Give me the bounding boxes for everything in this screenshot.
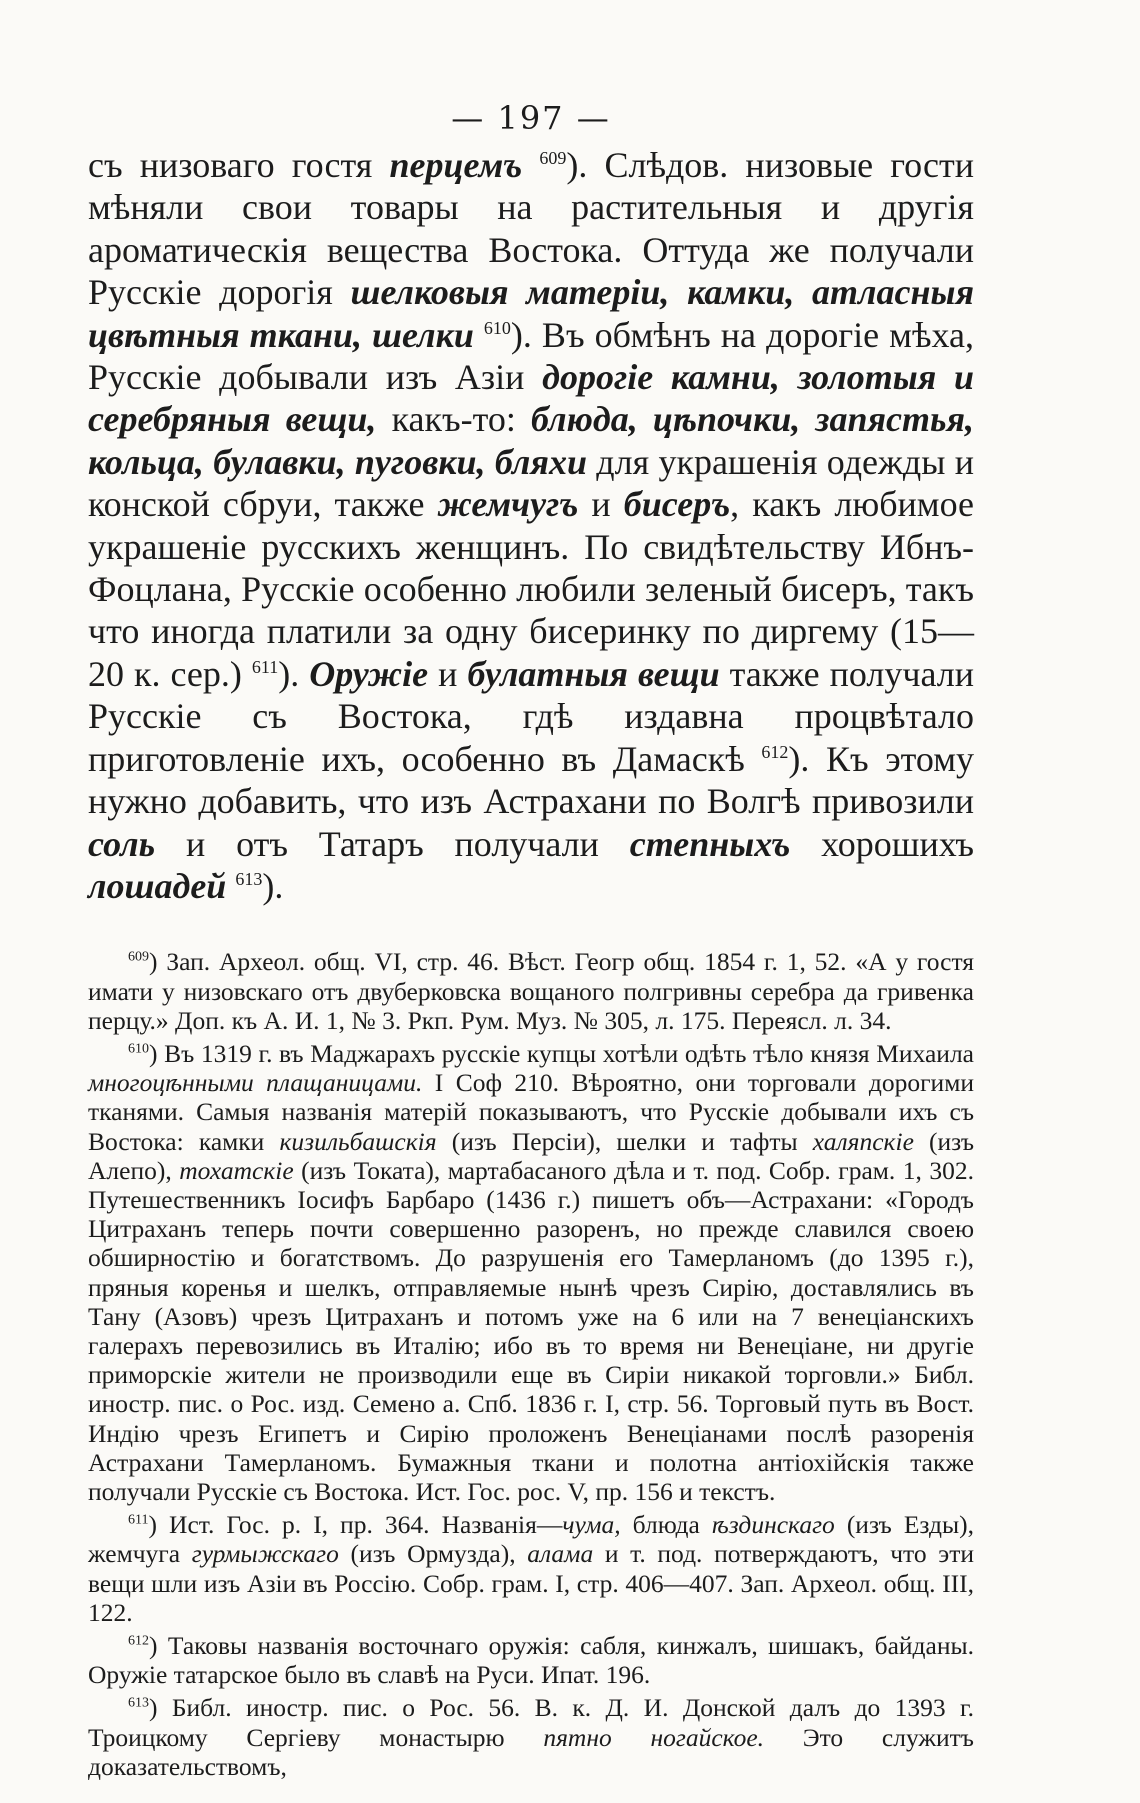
footnote-text: ) Въ 1319 г. въ Маджарахъ русскіе купцы хотѣли одѣть тѣло князя Михаила (149, 1038, 974, 1068)
footnote-ref: 611 (251, 656, 279, 677)
footnote-italic: халяпскіе (812, 1126, 914, 1156)
text-run: также получали Русскіе съ Востока, гдѣ издавна процвѣтало приготовленіе ихъ, особенно въ Дамаскѣ (88, 653, 975, 779)
footnote-ref: 613 (235, 868, 263, 889)
footnote-italic: тохатскіе (179, 1155, 294, 1185)
text-run: для украшенія одежды и конской сбруи, также (88, 441, 975, 525)
footnote-italic: чума, (562, 1510, 621, 1540)
italic-term: шелковыя матеріи, камки, атласныя цвѣтныя ткани, шелки (88, 272, 974, 355)
italic-term: степныхъ (629, 823, 791, 864)
footnote-text: (изъ Алепо), (88, 1126, 975, 1185)
text-run: съ низоваго гостя (88, 145, 390, 185)
footnote-italic: гурмыжскаго (191, 1539, 339, 1569)
text-run: , какъ любимое украшеніе русскихъ женщинъ. По свидѣтельству Ибнъ-Фоцлана, Русскіе особенно любили зеленый бисеръ, такъ что иногда платили за одну бисеринку по диргему (15—20 к. сер.) (88, 484, 974, 694)
text-run: хорошихъ (790, 823, 974, 864)
text-run: и отъ Татаръ получали (155, 823, 630, 864)
page-number: — 197 — (451, 99, 611, 137)
footnote-text: (изъ Персіи), шелки и тафты (436, 1126, 813, 1156)
text-run: ). Слѣдов. низовые гости мѣняли свои товары на растительныя и другія ароматическія вещества Востока. Оттуда же получали Русскіе дорогія (88, 145, 975, 313)
footnote-ref: 609 (539, 148, 567, 168)
footnote-italic: многоцѣнными плащаницами. (88, 1068, 423, 1098)
text-run: и (428, 653, 468, 694)
text-run: ). Къ этому нужно добавить, что изъ Астрахани по Волгѣ привозили (88, 738, 974, 822)
italic-term: Оружіе (309, 653, 429, 694)
footnote-number: 612 (128, 1633, 150, 1649)
footnote-italic: алама (527, 1539, 594, 1569)
footnote-italic: кизильбашскія (279, 1126, 437, 1156)
footnote-text: I Соф 210. Вѣроятно, они торговали дорогими тканями. Самыя названія матерій показываютъ, что Русскіе добывали ихъ съ Востока: камки (88, 1068, 974, 1156)
footnote-610 (88, 1039, 974, 1506)
footnote-number: 611 (128, 1512, 149, 1528)
footnote-italic: ѣздинскаго (711, 1510, 835, 1540)
italic-term: булатныя вещи (467, 653, 720, 694)
footnote-text: (изъ Токата), мартабасаного дѣла и т. под. Собр. грам. 1, 302. Путешественникъ Іосифъ Барбаро (1436 г.) пишетъ объ—Астрахани: «Городъ Цитраханъ теперь почти совершенно разоренъ, но прежде славился своею обширностію и богатствомъ. До разрушенія его Тамерланомъ (до 1395 г.), пряныя коренья и шелкъ, отправляемые нынѣ чрезъ Сирію, доставлялись въ Тану (Азовъ) чрезъ Цитраханъ и потомъ уже на 6 или на 7 венеціанскихъ галерахъ перевозились въ Италію; ибо въ то время ни Венеціане, ни другіе приморскіе жители не производили еще въ Сиріи никакой торговли.» Библ. иностр. пис. о Рос. изд. Семено а. Спб. 1836 г. I, стр. 56. Торговый путь въ Вост. Индію чрезъ Египетъ и Сирію проложенъ Венеціанами послѣ разоренія Астрахани Тамерланомъ. Бумажныя ткани и полотна антіохійскія также получали Русскіе съ Востока. Ист. Гос. рос. V, пр. 156 и текстъ. (88, 1155, 974, 1506)
footnote-number: 609 (128, 949, 150, 965)
footnote-text: (изъ Езды), жемчуга (88, 1510, 974, 1569)
footnote-613 (88, 1693, 974, 1781)
footnote-text: блюда (620, 1510, 712, 1540)
footnote-612 (88, 1631, 974, 1689)
footnote-number: 610 (128, 1041, 150, 1057)
footnote-number: 613 (128, 1695, 150, 1711)
italic-term: бисеръ (623, 484, 731, 525)
footnote-ref: 612 (761, 741, 789, 762)
text-run: ). (278, 653, 310, 694)
footnote-609 (88, 947, 974, 1035)
italic-term: перцемъ (389, 145, 523, 185)
footnote-611 (88, 1510, 974, 1627)
footnote-text: ) Зап. Археол. общ. VI, стр. 46. Вѣст. Геогр общ. 1854 г. 1, 52. «А у гостя имати у низовскаго отъ двуберковска вощаного полгривны серебра да гривенка перцу.» Доп. къ А. И. 1, № 3. Ркп. Рум. Муз. № 305, л. 175. Переясл. л. 34. (88, 947, 974, 1035)
italic-term: лошадей (88, 865, 227, 906)
italic-term: блюда, цѣпочки, запястья, кольца, булавки, пуговки, бляхи (88, 399, 974, 482)
footnote-text: ) Таковы названія восточнаго оружія: сабля, кинжалъ, шишакъ, байданы. Оружіе татарское было въ славѣ на Руси. Ипат. 196. (88, 1630, 974, 1690)
footnote-text: ) Библ. иностр. пис. о Рос. 56. В. к. Д. И. Донской далъ до 1393 г. Троицкому Сергіеву монастырю (88, 1693, 974, 1752)
text-run: и (578, 484, 624, 525)
footnote-text: и т. под. потверждаютъ, что эти вещи шли изъ Азіи въ Россію. Собр. грам. I, стр. 406—407. Зап. Археол. общ. III, 122. (88, 1539, 974, 1627)
text-run: какъ-то: (376, 399, 532, 440)
italic-term: соль (88, 823, 156, 864)
italic-term: дорогіе камни, золотыя и серебряныя вещи, (88, 357, 975, 440)
text-run: ). Въ обмѣнъ на дорогіе мѣха, Русскіе добывали изъ Азіи (88, 314, 974, 398)
footnote-ref: 610 (483, 317, 511, 338)
italic-term: жемчугъ (437, 484, 579, 525)
main-paragraph (88, 144, 974, 907)
footnote-italic: пятно ногайское. (543, 1722, 765, 1752)
footnote-text: ) Ист. Гос. р. I, пр. 364. Названія— (148, 1510, 563, 1540)
text-run: ). (262, 865, 284, 906)
footnotes-section (88, 947, 974, 1781)
footnote-text: Это служитъ доказательствомъ, (88, 1722, 974, 1781)
footnote-text: (изъ Ормузда), (338, 1539, 528, 1569)
